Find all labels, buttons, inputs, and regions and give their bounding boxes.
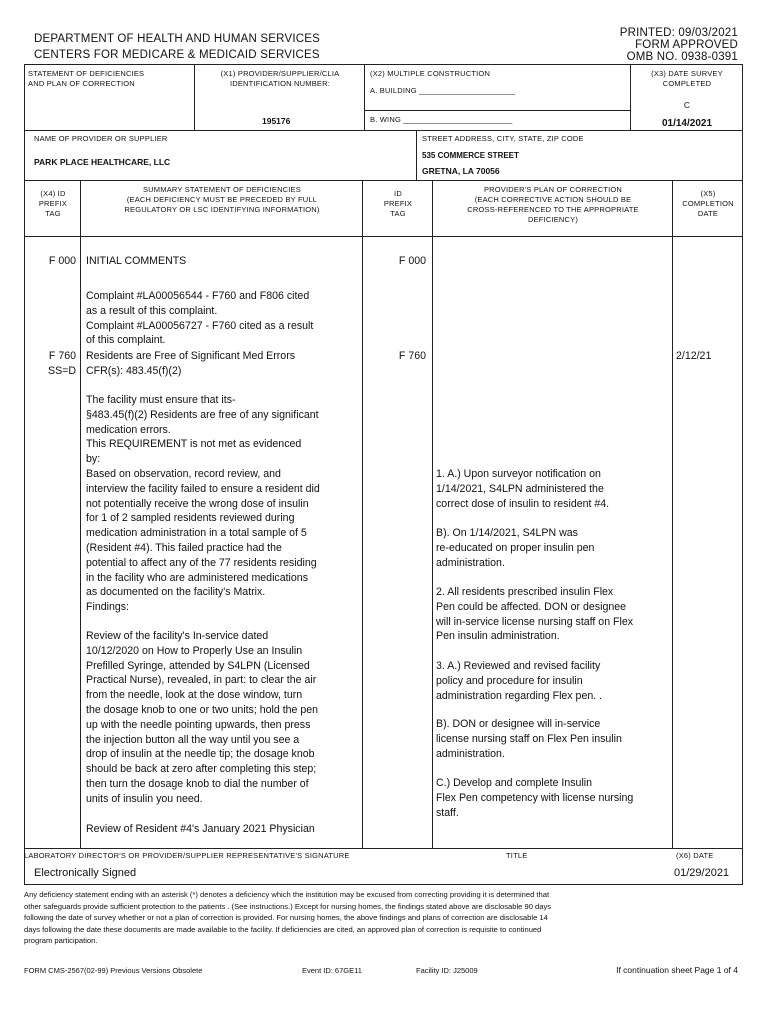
omb-number: OMB NO. 0938-0391	[626, 51, 738, 63]
event-id: Event ID: 67GE11	[302, 966, 362, 975]
plan-3a: 3. A.) Reviewed and revised facility policy and procedure for insulin administration regarding Flex pen. .	[436, 660, 603, 702]
deficiency-text: The facility must ensure that its- §483.45(f)(2) Residents are free of any significant medication errors. This REQUIREMENT is not met as evidenced by: Based on observation, record review, and interview the facility failed to ensure a resident did not potentially receive the wrong dose of insulin for 1 of 2 sampled residents reviewed during medication administration in a total sample of 5 (Resident #4). This failed practice had the potential to affect any of the 77 residents residing in the facility who are administered medications as documented on the facility's Matrix. Findings:	[86, 394, 320, 614]
agency-name: CENTERS FOR MEDICARE & MEDICAID SERVICES	[34, 49, 320, 61]
signature-label: LABORATORY DIRECTOR'S OR PROVIDER/SUPPLIER REPRESENTATIVE'S SIGNATURE	[24, 851, 350, 860]
address-label: STREET ADDRESS, CITY, STATE, ZIP CODE	[422, 134, 584, 143]
signature-date: 01/29/2021	[674, 867, 730, 879]
f760-title: Residents are Free of Significant Med Errors CFR(s): 483.45(f)(2)	[86, 350, 296, 377]
title-label: TITLE	[506, 851, 528, 860]
rule	[432, 180, 433, 848]
building-label: A. BUILDING ______________________	[370, 86, 516, 95]
provider-id-label: (X1) PROVIDER/SUPPLIER/CLIA IDENTIFICATION NUMBER:	[220, 69, 340, 88]
col-plan-header: PROVIDER'S PLAN OF CORRECTION (EACH CORRECTIVE ACTION SHOULD BE CROSS-REFERENCED TO THE APPROPRIATE DEFICIENCY)	[467, 185, 639, 224]
survey-completed-label: (X3) DATE SURVEY COMPLETED	[651, 69, 723, 88]
wing-label: B. WING _________________________	[370, 115, 513, 124]
rule	[80, 180, 81, 848]
rule	[362, 180, 363, 848]
rule	[416, 130, 417, 180]
id-f000: F 000	[398, 255, 426, 267]
scope-severity: SS=D	[48, 365, 76, 377]
date-label: (X6) DATE	[676, 851, 714, 860]
resident-review-text: Review of Resident #4's January 2021 Physician	[86, 823, 315, 835]
address-city: GRETNA, LA 70056	[422, 166, 500, 176]
rule	[24, 64, 743, 65]
statement-label: STATEMENT OF DEFICIENCIES AND PLAN OF CORRECTION	[28, 69, 145, 88]
rule	[24, 130, 743, 131]
address-street: 535 COMMERCE STREET	[422, 151, 519, 160]
plan-2: 2. All residents prescribed insulin Flex Pen could be affected. DON or designee will in-service license nursing staff on Flex Pen insulin administration.	[436, 586, 634, 643]
survey-date: 01/14/2021	[661, 118, 713, 129]
plan-1b: B). On 1/14/2021, S4LPN was re-educated on proper insulin pen administration.	[436, 527, 595, 569]
rule	[742, 64, 743, 885]
complaints-text: Complaint #LA00056544 - F760 and F806 cited as a result of this complaint. Complaint #LA00056727 - F760 cited as a result of this complaint.	[86, 290, 314, 347]
rule	[24, 236, 743, 237]
multiple-construction-label: (X2) MULTIPLE CONSTRUCTION	[370, 69, 491, 78]
provider-name-label: NAME OF PROVIDER OR SUPPLIER	[34, 134, 168, 143]
col-x5-header: (X5) COMPLETION DATE	[682, 189, 734, 218]
provider-name: PARK PLACE HEALTHCARE, LLC	[34, 157, 171, 167]
provider-id-value: 195176	[262, 116, 291, 126]
col-summary-header: SUMMARY STATEMENT OF DEFICIENCIES (EACH DEFICIENCY MUST BE PRECEDED BY FULL REGULATORY OR LSC IDENTIFYING INFORMATION)	[124, 185, 320, 214]
rule	[24, 848, 743, 849]
col-x4-header: (X4) ID PREFIX TAG	[38, 189, 68, 218]
tag-f760: F 760	[48, 350, 76, 362]
plan-3c: C.) Develop and complete Insulin Flex Pen competency with license nursing staff.	[436, 777, 634, 819]
signature-value: Electronically Signed	[34, 867, 137, 879]
id-f760: F 760	[398, 350, 426, 362]
rule	[194, 64, 195, 130]
plan-3b: B). DON or designee will in-service license nursing staff on Flex Pen insulin administration.	[436, 718, 622, 760]
page-indicator: If continuation sheet Page 1 of 4	[616, 965, 738, 975]
rule	[24, 180, 743, 181]
rule	[24, 884, 743, 885]
form-number: FORM CMS-2567(02-99) Previous Versions Obsolete	[24, 966, 203, 975]
rule	[630, 64, 631, 130]
rule	[364, 110, 630, 111]
department-name: DEPARTMENT OF HEALTH AND HUMAN SERVICES	[34, 33, 320, 45]
rule	[364, 64, 365, 130]
facility-id: Facility ID: J25009	[416, 966, 478, 975]
col-id-header: ID PREFIX TAG	[383, 189, 413, 218]
disclaimer-text: Any deficiency statement ending with an asterisk (*) denotes a deficiency which the institution may be excused from correcting providing it is determined that other safeguards provide sufficient protection to the patients . (See instructions.) Except for nursing homes, the findings stated above are disclosable 90 days following the date of survey whether or not a plan of correction is provided. For nursing homes, the above findings and plans of correction are disclosable 14 days following the date these documents are made available to the facility. If deficiencies are cited, an approved plan of correction is requisite to continued program participation.	[24, 890, 552, 946]
inservice-review-text: Review of the facility's In-service dated 10/12/2020 on How to Properly Use an Insulin Prefilled Syringe, attended by S4LPN (Licensed Practical Nurse), revealed, in part: to clear the air from the needle, look at the dose window, turn the dosage knob to one or two units; hold the pen up with the needle pointing upwards, then press the injection button all the way until you see a drop of insulin at the needle tip; the dosage knob should be back at zero after completing this step; then turn the dosage knob to dial the number of units of insulin you need.	[86, 630, 319, 805]
survey-code: C	[683, 100, 691, 110]
rule	[672, 180, 673, 848]
initial-comments-title: INITIAL COMMENTS	[86, 255, 187, 267]
printed-date: PRINTED: 09/03/2021	[619, 27, 738, 39]
form-approved: FORM APPROVED	[635, 39, 738, 51]
rule	[24, 64, 25, 885]
tag-f000: F 000	[48, 255, 76, 267]
plan-1a: 1. A.) Upon surveyor notification on 1/14/2021, S4LPN administered the correct dose of insulin to resident #4.	[436, 468, 610, 510]
completion-date: 2/12/21	[676, 350, 712, 362]
